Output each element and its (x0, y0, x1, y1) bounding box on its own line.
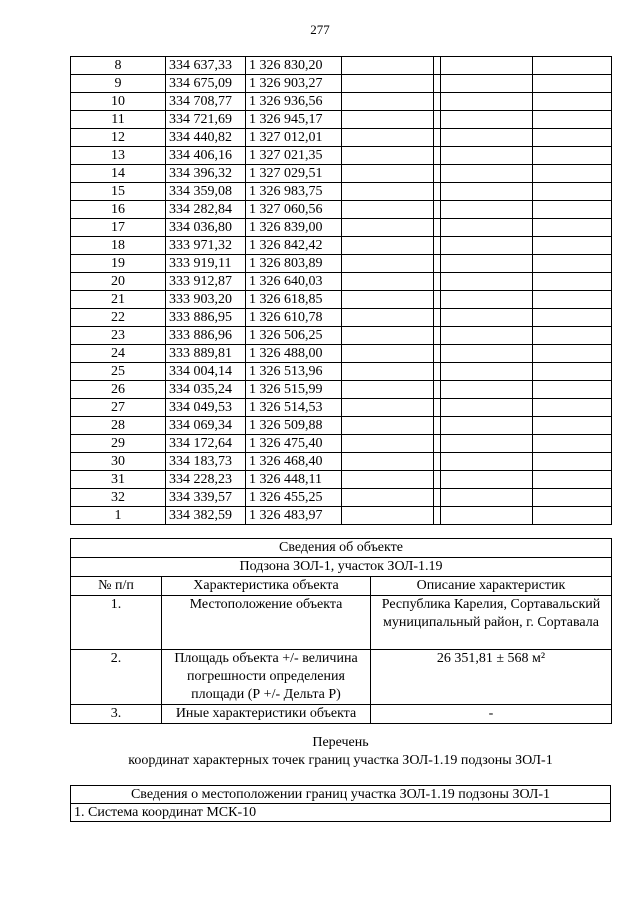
empty-cell (342, 453, 434, 471)
table-row (71, 201, 612, 219)
empty-cell (533, 111, 612, 129)
table-row (71, 309, 612, 327)
empty-cell (441, 453, 533, 471)
empty-cell (434, 309, 441, 327)
table-row (71, 93, 612, 111)
coord-x: 334 637,33 (166, 57, 246, 75)
table-row (71, 255, 612, 273)
empty-cell (434, 237, 441, 255)
empty-cell (533, 345, 612, 363)
coord-y: 1 326 488,00 (246, 345, 342, 363)
empty-cell (441, 129, 533, 147)
coord-y: 1 326 618,85 (246, 291, 342, 309)
point-number: 31 (71, 471, 166, 489)
table-row (71, 183, 612, 201)
coord-y: 1 326 803,89 (246, 255, 342, 273)
page-number: 277 (310, 22, 330, 37)
empty-cell (434, 507, 441, 525)
empty-cell (441, 183, 533, 201)
empty-cell (533, 471, 612, 489)
row-characteristic: Местоположение объекта (162, 596, 371, 650)
empty-cell (434, 201, 441, 219)
coord-x: 334 049,53 (166, 399, 246, 417)
coord-x: 333 971,32 (166, 237, 246, 255)
point-number: 11 (71, 111, 166, 129)
row-num: 3. (71, 705, 162, 724)
point-number: 12 (71, 129, 166, 147)
table-row (71, 165, 612, 183)
empty-cell (533, 327, 612, 345)
empty-cell (434, 345, 441, 363)
point-number: 17 (71, 219, 166, 237)
table-row (71, 507, 612, 525)
coord-x: 334 004,14 (166, 363, 246, 381)
empty-cell (533, 93, 612, 111)
empty-cell (533, 309, 612, 327)
point-number: 20 (71, 273, 166, 291)
header-description: Описание характеристик (371, 577, 612, 596)
table-row (71, 129, 612, 147)
row-description: Республика Карелия, Сортавальский муниципальный район, г. Сортавала (371, 596, 612, 650)
list-heading-subtitle: координат характерных точек границ участка ЗОЛ-1.19 подзоны ЗОЛ-1 (128, 753, 553, 768)
coord-y: 1 326 842,42 (246, 237, 342, 255)
coord-x: 334 172,64 (166, 435, 246, 453)
empty-cell (441, 255, 533, 273)
empty-cell (342, 417, 434, 435)
empty-cell (441, 57, 533, 75)
table-row (71, 596, 612, 650)
empty-cell (342, 381, 434, 399)
point-number: 32 (71, 489, 166, 507)
empty-cell (441, 417, 533, 435)
table-row (71, 471, 612, 489)
empty-cell (441, 507, 533, 525)
empty-cell (342, 291, 434, 309)
empty-cell (441, 201, 533, 219)
list-heading-title: Перечень (312, 735, 369, 750)
empty-cell (342, 309, 434, 327)
empty-cell (434, 111, 441, 129)
table-row (71, 111, 612, 129)
coord-x: 334 069,34 (166, 417, 246, 435)
empty-cell (441, 363, 533, 381)
empty-cell (434, 183, 441, 201)
coord-y: 1 327 029,51 (246, 165, 342, 183)
empty-cell (342, 273, 434, 291)
empty-cell (342, 435, 434, 453)
row-description: - (371, 705, 612, 724)
location-info-table (70, 785, 611, 822)
point-number: 15 (71, 183, 166, 201)
object-info-table (70, 538, 612, 724)
coord-y: 1 326 506,25 (246, 327, 342, 345)
empty-cell (342, 201, 434, 219)
empty-cell (434, 435, 441, 453)
empty-cell (342, 507, 434, 525)
empty-cell (434, 399, 441, 417)
empty-cell (533, 507, 612, 525)
point-number: 18 (71, 237, 166, 255)
empty-cell (441, 309, 533, 327)
empty-cell (434, 165, 441, 183)
empty-cell (434, 291, 441, 309)
coord-x: 333 889,81 (166, 345, 246, 363)
empty-cell (342, 75, 434, 93)
empty-cell (342, 147, 434, 165)
empty-cell (434, 93, 441, 111)
row-characteristic: Иные характеристики объекта (162, 705, 371, 724)
table-row (71, 363, 612, 381)
coord-x: 334 440,82 (166, 129, 246, 147)
coord-y: 1 326 903,27 (246, 75, 342, 93)
coord-y: 1 326 475,40 (246, 435, 342, 453)
empty-cell (434, 363, 441, 381)
empty-cell (533, 453, 612, 471)
empty-cell (342, 489, 434, 507)
table-row (71, 273, 612, 291)
empty-cell (342, 345, 434, 363)
table-row (71, 75, 612, 93)
table-row (71, 650, 612, 705)
table-row (71, 417, 612, 435)
coord-x: 334 396,32 (166, 165, 246, 183)
empty-cell (441, 381, 533, 399)
empty-cell (533, 57, 612, 75)
coord-x: 334 282,84 (166, 201, 246, 219)
coord-y: 1 326 514,53 (246, 399, 342, 417)
empty-cell (434, 75, 441, 93)
coord-y: 1 327 021,35 (246, 147, 342, 165)
empty-cell (533, 219, 612, 237)
table-row (71, 435, 612, 453)
coord-x: 334 382,59 (166, 507, 246, 525)
object-info-subtitle: Подзона ЗОЛ-1, участок ЗОЛ-1.19 (71, 558, 612, 577)
coordinates-table (70, 56, 612, 525)
empty-cell (533, 363, 612, 381)
empty-cell (434, 255, 441, 273)
point-number: 30 (71, 453, 166, 471)
empty-cell (434, 471, 441, 489)
empty-cell (434, 381, 441, 399)
coord-y: 1 326 983,75 (246, 183, 342, 201)
empty-cell (342, 111, 434, 129)
empty-cell (533, 75, 612, 93)
coord-y: 1 326 945,17 (246, 111, 342, 129)
coord-x: 334 036,80 (166, 219, 246, 237)
point-number: 23 (71, 327, 166, 345)
coord-y: 1 326 640,03 (246, 273, 342, 291)
empty-cell (441, 93, 533, 111)
empty-cell (533, 201, 612, 219)
coord-x: 333 886,96 (166, 327, 246, 345)
coord-x: 333 903,20 (166, 291, 246, 309)
empty-cell (441, 399, 533, 417)
row-description: 26 351,81 ± 568 м² (371, 650, 612, 705)
empty-cell (434, 57, 441, 75)
point-number: 22 (71, 309, 166, 327)
empty-cell (533, 237, 612, 255)
coord-y: 1 326 455,25 (246, 489, 342, 507)
empty-cell (434, 417, 441, 435)
point-number: 27 (71, 399, 166, 417)
point-number: 16 (71, 201, 166, 219)
table-row (71, 381, 612, 399)
row-characteristic: Площадь объекта +/- величина погрешности определения площади (Р +/- Дельта Р) (162, 650, 371, 705)
coord-y: 1 326 509,88 (246, 417, 342, 435)
row-num: 2. (71, 650, 162, 705)
table-row (71, 489, 612, 507)
empty-cell (533, 381, 612, 399)
header-num: № п/п (71, 577, 162, 596)
empty-cell (342, 93, 434, 111)
table-row (71, 219, 612, 237)
empty-cell (342, 237, 434, 255)
table-row (71, 345, 612, 363)
empty-cell (434, 129, 441, 147)
coord-x: 333 919,11 (166, 255, 246, 273)
empty-cell (441, 165, 533, 183)
empty-cell (441, 237, 533, 255)
table-row (71, 291, 612, 309)
empty-cell (342, 471, 434, 489)
coord-y: 1 327 012,01 (246, 129, 342, 147)
table-row (71, 57, 612, 75)
empty-cell (434, 489, 441, 507)
coord-y: 1 327 060,56 (246, 201, 342, 219)
point-number: 13 (71, 147, 166, 165)
table-row (71, 237, 612, 255)
table-row (71, 705, 612, 724)
point-number: 8 (71, 57, 166, 75)
point-number: 9 (71, 75, 166, 93)
point-number: 26 (71, 381, 166, 399)
table-row (71, 399, 612, 417)
coord-y: 1 326 483,97 (246, 507, 342, 525)
empty-cell (533, 147, 612, 165)
empty-cell (533, 165, 612, 183)
empty-cell (441, 147, 533, 165)
coord-y: 1 326 513,96 (246, 363, 342, 381)
empty-cell (441, 291, 533, 309)
empty-cell (533, 255, 612, 273)
empty-cell (342, 219, 434, 237)
coord-x: 334 183,73 (166, 453, 246, 471)
empty-cell (434, 147, 441, 165)
point-number: 10 (71, 93, 166, 111)
coord-x: 334 339,57 (166, 489, 246, 507)
coord-x: 334 035,24 (166, 381, 246, 399)
coord-y: 1 326 839,00 (246, 219, 342, 237)
empty-cell (434, 453, 441, 471)
coord-x: 334 228,23 (166, 471, 246, 489)
coord-x: 333 912,87 (166, 273, 246, 291)
object-info-title: Сведения об объекте (71, 539, 612, 558)
table-row (71, 147, 612, 165)
coord-x: 334 675,09 (166, 75, 246, 93)
table-row (71, 327, 612, 345)
location-info-title: Сведения о местоположении границ участка ЗОЛ-1.19 подзоны ЗОЛ-1 (71, 786, 611, 804)
coord-y: 1 326 515,99 (246, 381, 342, 399)
empty-cell (342, 327, 434, 345)
empty-cell (342, 399, 434, 417)
coord-y: 1 326 936,56 (246, 93, 342, 111)
point-number: 29 (71, 435, 166, 453)
empty-cell (533, 129, 612, 147)
empty-cell (342, 255, 434, 273)
empty-cell (441, 111, 533, 129)
empty-cell (441, 345, 533, 363)
empty-cell (533, 399, 612, 417)
empty-cell (533, 435, 612, 453)
empty-cell (533, 273, 612, 291)
row-num: 1. (71, 596, 162, 650)
point-number: 19 (71, 255, 166, 273)
coord-y: 1 326 468,40 (246, 453, 342, 471)
coord-x: 334 359,08 (166, 183, 246, 201)
empty-cell (441, 273, 533, 291)
coord-y: 1 326 830,20 (246, 57, 342, 75)
point-number: 14 (71, 165, 166, 183)
empty-cell (342, 183, 434, 201)
empty-cell (533, 417, 612, 435)
point-number: 28 (71, 417, 166, 435)
coord-y: 1 326 448,11 (246, 471, 342, 489)
empty-cell (434, 219, 441, 237)
point-number: 21 (71, 291, 166, 309)
empty-cell (533, 489, 612, 507)
coordinate-system: 1. Система координат МСК-10 (71, 804, 611, 822)
empty-cell (441, 327, 533, 345)
empty-cell (441, 75, 533, 93)
header-characteristic: Характеристика объекта (162, 577, 371, 596)
empty-cell (441, 435, 533, 453)
coord-x: 334 406,16 (166, 147, 246, 165)
point-number: 24 (71, 345, 166, 363)
coord-y: 1 326 610,78 (246, 309, 342, 327)
empty-cell (434, 327, 441, 345)
empty-cell (533, 291, 612, 309)
empty-cell (441, 471, 533, 489)
empty-cell (533, 183, 612, 201)
empty-cell (434, 273, 441, 291)
coord-x: 334 721,69 (166, 111, 246, 129)
empty-cell (342, 165, 434, 183)
table-row (71, 453, 612, 471)
empty-cell (441, 219, 533, 237)
empty-cell (342, 129, 434, 147)
coord-x: 333 886,95 (166, 309, 246, 327)
empty-cell (441, 489, 533, 507)
coord-x: 334 708,77 (166, 93, 246, 111)
point-number: 1 (71, 507, 166, 525)
empty-cell (342, 57, 434, 75)
empty-cell (342, 363, 434, 381)
point-number: 25 (71, 363, 166, 381)
